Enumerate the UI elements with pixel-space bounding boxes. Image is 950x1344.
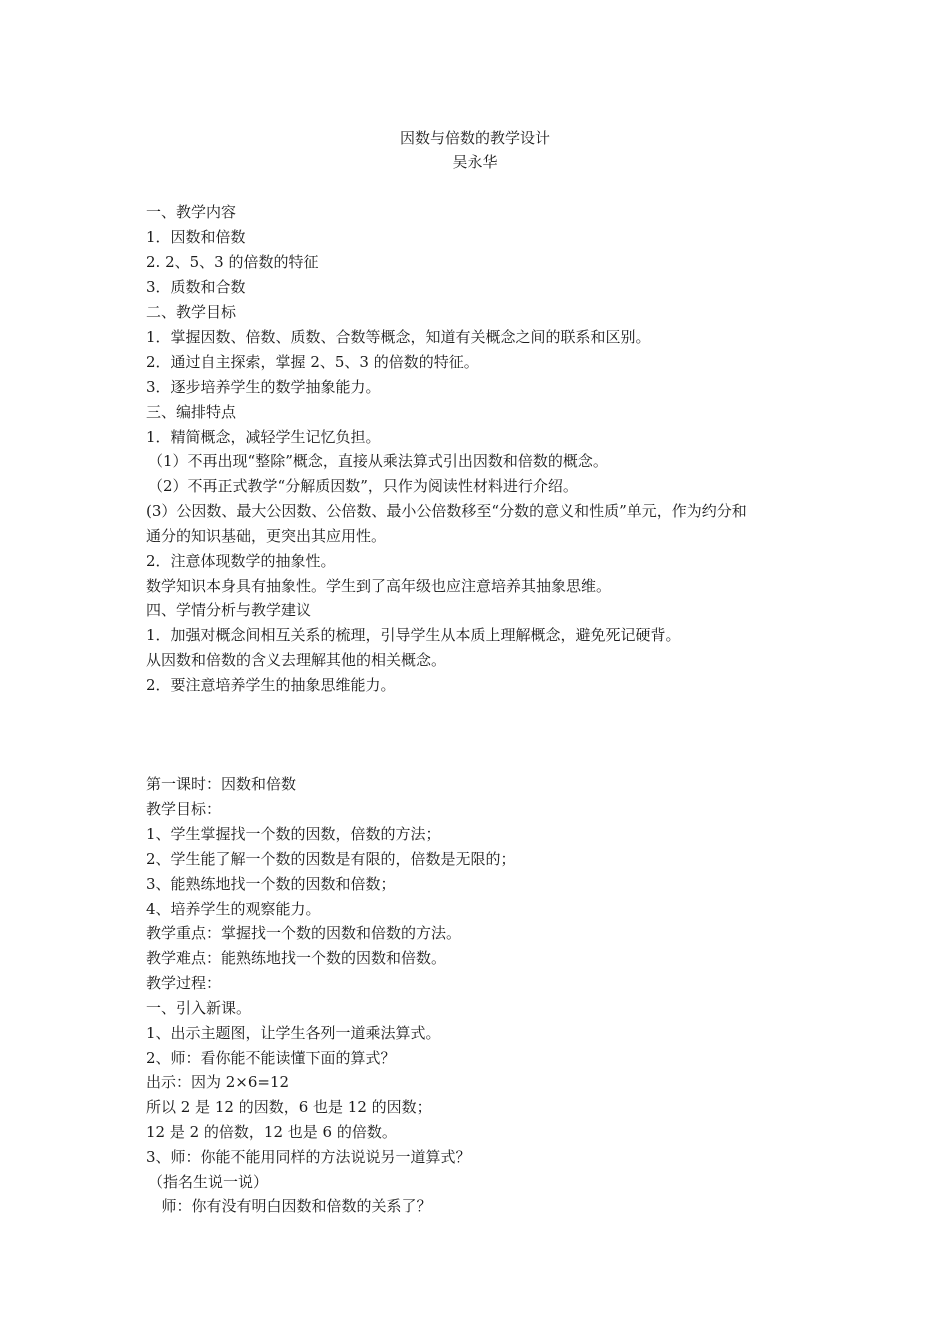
section1-line: 1．掌握因数、倍数、质数、合数等概念，知道有关概念之间的联系和区别。 bbox=[146, 328, 651, 346]
section1-line: 2．注意体现数学的抽象性。 bbox=[146, 552, 336, 570]
section2-line: （指名生说一说） bbox=[148, 1173, 269, 1191]
section2-line: 2、学生能了解一个数的因数是有限的，倍数是无限的； bbox=[146, 850, 516, 868]
section2-line: 教学过程： bbox=[146, 974, 222, 992]
section2-line: 4、培养学生的观察能力。 bbox=[146, 900, 321, 918]
section2-line: 教学难点：能熟练地找一个数的因数和倍数。 bbox=[146, 949, 447, 967]
section2-line: 2、师：看你能不能读懂下面的算式？ bbox=[146, 1049, 396, 1067]
section2-line: 一、引入新课。 bbox=[146, 999, 252, 1017]
section1-line: 1．精简概念，减轻学生记忆负担。 bbox=[146, 428, 381, 446]
section2-line: 师：你有没有明白因数和倍数的关系了？ bbox=[152, 1197, 432, 1215]
document-author: 吴永华 bbox=[452, 153, 498, 171]
section1-line: 1．加强对概念间相互关系的梳理，引导学生从本质上理解概念，避免死记硬背。 bbox=[146, 626, 681, 644]
section2-line: 3、师：你能不能用同样的方法说说另一道算式？ bbox=[146, 1148, 471, 1166]
section1-line: 四、学情分析与教学建议 bbox=[146, 601, 312, 619]
section1-line: 2．要注意培养学生的抽象思维能力。 bbox=[146, 676, 396, 694]
section1-line: 从因数和倍数的含义去理解其他的相关概念。 bbox=[146, 651, 447, 669]
section1-line: 2．通过自主探索，掌握 2、5、3 的倍数的特征。 bbox=[146, 353, 479, 371]
section1-line: (3）公因数、最大公因数、公倍数、最小公倍数移至“分数的意义和性质”单元，作为约分和 bbox=[146, 502, 747, 520]
section2-line: 3、能熟练地找一个数的因数和倍数； bbox=[146, 875, 396, 893]
section1-line: 3．质数和合数 bbox=[146, 278, 246, 296]
section2-line: 1、出示主题图，让学生各列一道乘法算式。 bbox=[146, 1024, 441, 1042]
section2-line: 12 是 2 的倍数，12 也是 6 的倍数。 bbox=[146, 1123, 397, 1141]
section1-line: 1．因数和倍数 bbox=[146, 228, 246, 246]
section2-line: 第一课时：因数和倍数 bbox=[146, 775, 297, 793]
section2-line: 出示：因为 2×6=12 bbox=[146, 1073, 290, 1091]
section1-line: 3．逐步培养学生的数学抽象能力。 bbox=[146, 378, 381, 396]
section1-line: （2）不再正式教学“分解质因数”，只作为阅读性材料进行介绍。 bbox=[148, 477, 578, 495]
section1-line: 数学知识本身具有抽象性。学生到了高年级也应注意培养其抽象思维。 bbox=[146, 577, 612, 595]
section2-line: 教学目标： bbox=[146, 800, 222, 818]
section1-line: 一、教学内容 bbox=[146, 203, 237, 221]
section1-line: 二、教学目标 bbox=[146, 303, 237, 321]
section2-line: 1、学生掌握找一个数的因数，倍数的方法； bbox=[146, 825, 441, 843]
document-title: 因数与倍数的教学设计 bbox=[399, 129, 550, 147]
section1-line: （1）不再出现“整除”概念，直接从乘法算式引出因数和倍数的概念。 bbox=[148, 452, 608, 470]
section1-line: 2. 2、5、3 的倍数的特征 bbox=[146, 253, 319, 271]
section1-line: 通分的知识基础，更突出其应用性。 bbox=[146, 527, 387, 545]
section2-line: 所以 2 是 12 的因数，6 也是 12 的因数； bbox=[146, 1098, 432, 1116]
section1-line: 三、编排特点 bbox=[146, 403, 237, 421]
section2-line: 教学重点：掌握找一个数的因数和倍数的方法。 bbox=[146, 924, 462, 942]
